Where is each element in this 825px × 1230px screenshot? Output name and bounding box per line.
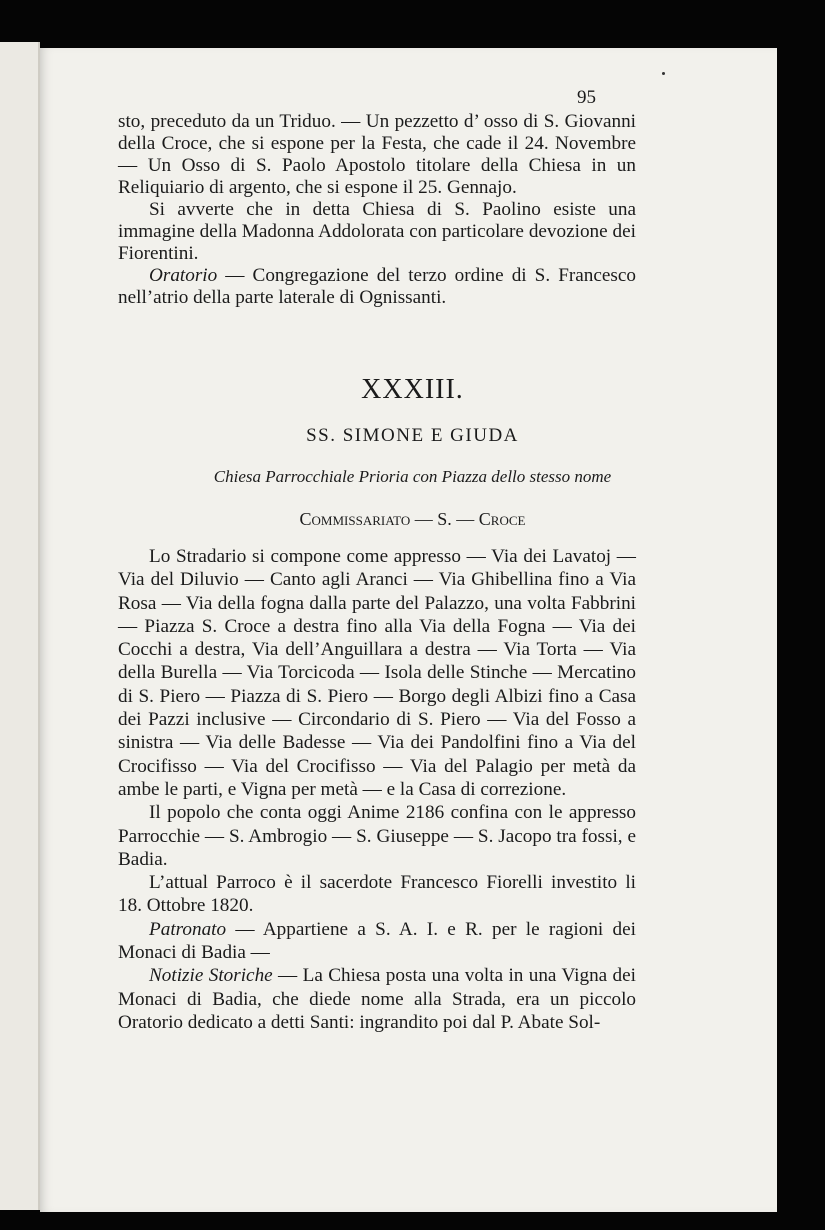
section-title: SS. SIMONE E GIUDA	[306, 425, 519, 446]
oratorio-label: Oratorio	[149, 265, 218, 286]
oratorio-text: — Congregazione del terzo ordine di S. Francesco nell’atrio della parte laterale di Ognissanti.	[118, 265, 636, 308]
paragraph-parroco: L’attual Parroco è il sacerdote Francesco Fiorelli investito li 18. Ottobre 1820.	[118, 872, 636, 917]
patronato-label: Patronato	[149, 918, 227, 940]
section-district: Commissariato — S. — Croce	[299, 509, 526, 529]
page-number: 95	[577, 87, 596, 108]
paragraph-oratorio	[118, 265, 636, 309]
top-text-block	[118, 111, 636, 309]
paragraph-stradario: Lo Stradario si compone come appresso — Via dei Lavatoj — Via del Diluvio — Canto agli Aranci — Via Ghibellina fino a Via Rosa — Via della fogna dalla parte del Palazzo, una volta Fabbrini — Piazza S. Croce a destra fino alla Via della Fogna — Via dei Cocchi a destra, Via dell’Anguillara a destra — Via Torta — Via della Burella — Via Torcicoda — Isola delle Stinche — Mercatino di S. Piero — Piazza di S. Piero — Borgo degli Albizi fino a Casa dei Pazzi inclusive — Circondario di S. Piero — Via del Fosso a sinistra — Via delle Badesse — Via dei Pandolfini fino a Via del Crocifisso — Via del Crocifisso — Via del Palagio per metà da ambe le parti, e Vigna per metà — e la Casa di correzione.	[118, 546, 636, 800]
paragraph-relics: sto, preceduto da un Triduo. — Un pezzetto d’ osso di S. Giovanni della Croce, che si espone per la Festa, che cade il 24. Novembre — Un Osso di S. Paolo Apostolo titolare della Chiesa in un Reliquiario di argento, che si espone il 25. Gennajo.	[118, 111, 636, 198]
section-number: XXXIII.	[361, 374, 464, 405]
patronato-text: — Appartiene a S. A. I. e R. per le ragioni dei Monaci di Badia —	[118, 918, 636, 964]
facing-page-edge	[0, 42, 40, 1210]
section-subtitle: Chiesa Parrocchiale Prioria con Piazza dello stesso nome	[213, 467, 612, 486]
paragraph-notizie	[118, 964, 636, 1034]
paragraph-patronato	[118, 918, 636, 965]
notizie-label: Notizie Storiche	[149, 965, 273, 987]
paragraph-popolo: Il popolo che conta oggi Anime 2186 confina con le appresso Parrocchie — S. Ambrogio — S. Giuseppe — S. Jacopo tra fossi, e Badia.	[118, 802, 636, 870]
paper-speck	[662, 72, 665, 75]
notizie-text: — La Chiesa posta una volta in una Vigna dei Monaci di Badia, che diede nome alla Strada, era un piccolo Oratorio dedicato a detti Santi: ingrandito poi dal P. Abate Sol-	[118, 965, 637, 1033]
body-text-block	[118, 545, 636, 1034]
paragraph-madonna: Si avverte che in detta Chiesa di S. Paolino esiste una immagine della Madonna Addolorata con particolare devozione dei Fiorentini.	[118, 199, 636, 264]
